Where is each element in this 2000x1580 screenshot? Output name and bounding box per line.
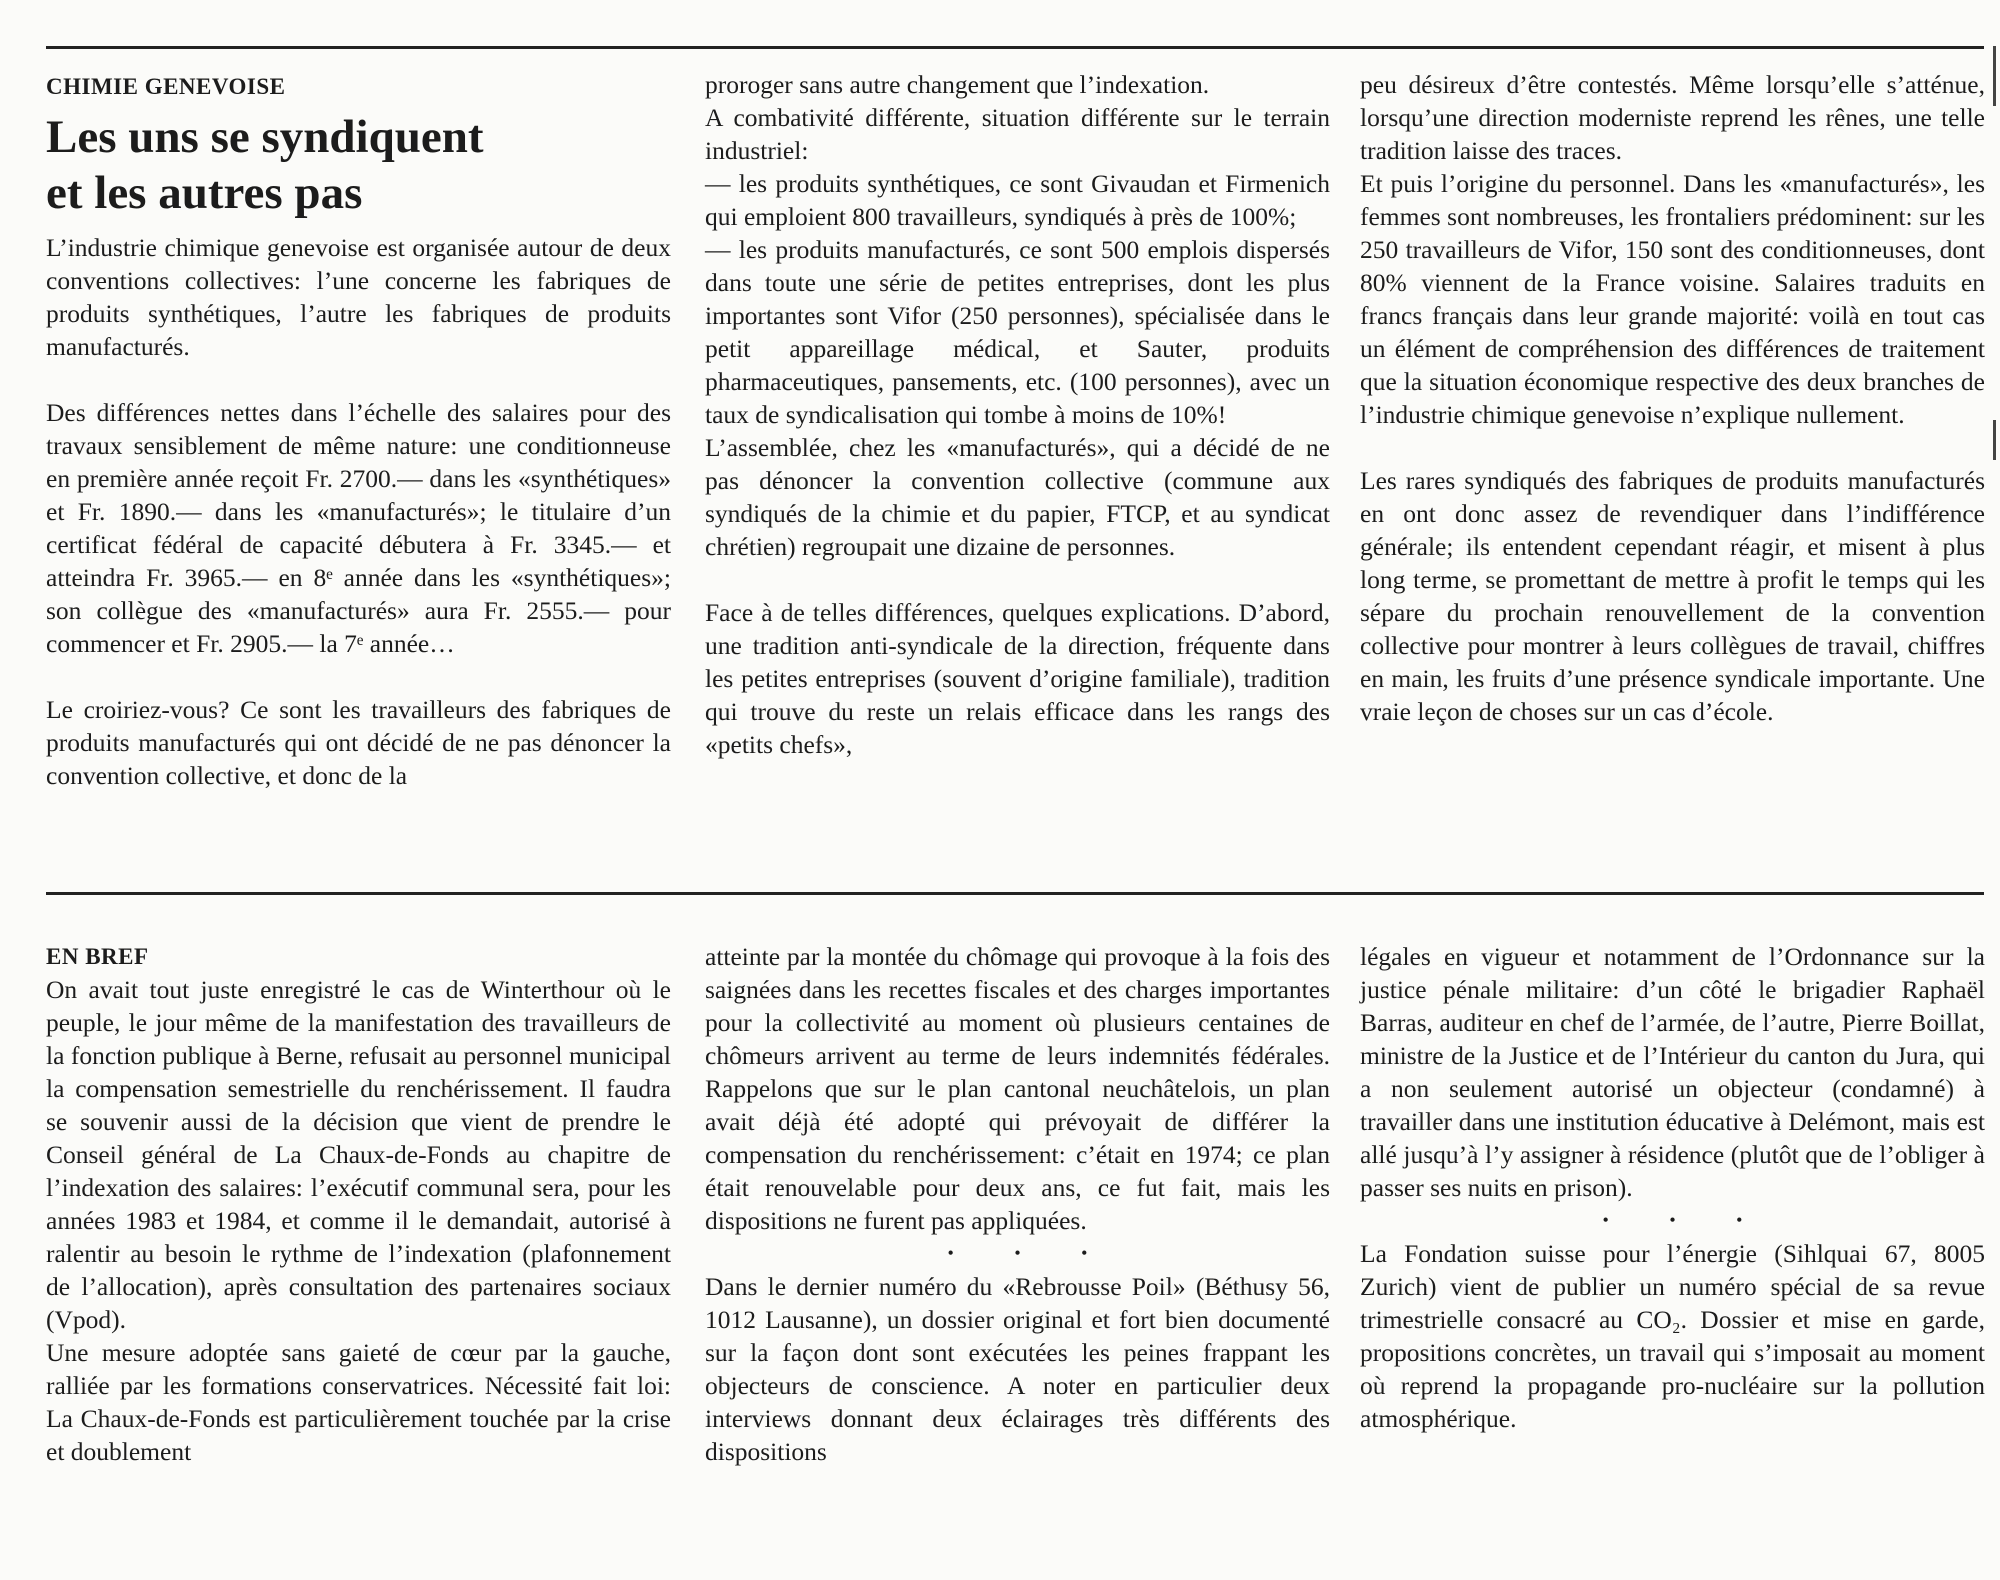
article2-column-2 xyxy=(705,940,1330,1468)
paragraph: Une mesure adoptée sans gaieté de cœur par la gauche, ralliée par les formations conservatrices. Nécessité fait loi: La Chaux-de-Fonds est particulièrement touchée par la crise et doublement xyxy=(46,1338,671,1466)
paragraph: Dans le dernier numéro du «Rebrousse Poil» (Béthusy 56, 1012 Lausanne), un dossier original et fort bien documenté sur la façon dont sont exécutées les peines frappant les objecteurs de conscience. A noter en particulier deux interviews donnant deux éclairages très différents des dispositions xyxy=(705,1272,1330,1466)
article1-column-3 xyxy=(1360,68,1985,728)
article1-headline xyxy=(46,109,671,221)
top-rule xyxy=(46,46,1984,49)
paragraph: proroger sans autre changement que l’indexation. xyxy=(705,70,1210,99)
paragraph: L’industrie chimique genevoise est organisée autour de deux conventions collectives: l’une concerne les fabriques de produits synthétiques, l’autre les fabriques de produits manufacturés. xyxy=(46,233,671,361)
page-edge-mark xyxy=(1993,420,1996,460)
paragraph: légales en vigueur et notamment de l’Ordonnance sur la justice pénale militaire: d’un côté le brigadier Raphaël Barras, auditeur en chef de l’armée, de l’autre, Pierre Boillat, ministre de la Justice et de l’Intérieur du canton du Jura, qui a non seulement autorisé un objecteur (condamné) à travailler dans une institution éducative à Delémont, mais est allé jusqu’à l’y assigner à résidence (plutôt que de l’obliger à passer ses nuits en prison). xyxy=(1360,942,1985,1202)
article1-column-2 xyxy=(705,68,1330,761)
page-edge-mark xyxy=(1993,46,1996,106)
separator-dots: • • • xyxy=(947,1243,1116,1263)
paragraph: On avait tout juste enregistré le cas de Winterthour où le peuple, le jour même de la manifestation des travailleurs de la fonction publique à Berne, refusait au personnel municipal la compensation semestrielle du renchérissement. Il faudra se souvenir aussi de la décision que vient de prendre le Conseil général de La Chaux-de-Fonds au chapitre de l’indexation des salaires: l’exécutif communal sera, pour les années 1983 et 1984, et comme il le demandait, autorisé à ralentir au besoin le rythme de l’indexation (plafonnement de l’allocation), après consultation des partenaires sociaux (Vpod). xyxy=(46,975,671,1334)
paragraph: peu désireux d’être contestés. Même lorsqu’elle s’atténue, lorsqu’une direction moderniste reprend les rênes, une telle tradition laisse des traces. xyxy=(1360,70,1985,165)
separator-dots: • • • xyxy=(1602,1210,1771,1230)
paragraph: Face à de telles différences, quelques explications. D’abord, une tradition anti-syndicale de la direction, fréquente dans les petites entreprises (souvent d’origine familiale), tradition qui trouve du reste un relais efficace dans les rangs des «petits chefs», xyxy=(705,598,1330,759)
paragraph: La Fondation suisse pour l’énergie (Sihlquai 67, 8005 Zurich) vient de publier un numéro spécial de sa revue trimestrielle consacré au CO₂. Dossier et mise en garde, propositions concrètes, un travail qui s’imposait au moment où reprend la propagande pro-nucléaire sur la pollution atmosphérique. xyxy=(1360,1239,1985,1433)
paragraph: A combativité différente, situation différente sur le terrain industriel: xyxy=(705,103,1330,165)
section-divider-rule xyxy=(46,892,1984,895)
headline-line: et les autres pas xyxy=(46,167,363,219)
paragraph: Des différences nettes dans l’échelle des salaires pour des travaux sensiblement de même nature: une conditionneuse en première année reçoit Fr. 2700.— dans les «synthétiques» et Fr. 1890.— dans les «manufacturés»; le titulaire d’un certificat fédéral de capacité débutera à Fr. 3345.— et atteindra Fr. 3965.— en 8ᵉ année dans les «synthétiques»; son collègue des «manufacturés» aura Fr. 2555.— pour commencer et Fr. 2905.— la 7ᵉ année… xyxy=(46,398,671,658)
article2-column-1 xyxy=(46,940,671,1468)
paragraph: Le croiriez-vous? Ce sont les travailleurs des fabriques de produits manufacturés qui ont décidé de ne pas dénoncer la convention collective, et donc de la xyxy=(46,695,671,790)
article1-column-1 xyxy=(46,70,671,792)
paragraph: — les produits manufacturés, ce sont 500 emplois dispersés dans toute une série de petites entreprises, dont les plus importantes sont Vifor (250 personnes), spécialisée dans le petit appareillage médical, et Sauter, produits pharmaceutiques, pansements, etc. (100 personnes), avec un taux de syndicalisation qui tombe à moins de 10%! xyxy=(705,235,1330,429)
paragraph: Les rares syndiqués des fabriques de produits manufacturés en ont donc assez de revendiquer dans l’indifférence générale; ils entendent cependant réagir, et misent à plus long terme, se promettant de mettre à profit le temps qui les sépare du prochain renouvellement de la convention collective pour montrer à leurs collègues de travail, chiffres en main, les fruits d’une présence syndicale importante. Une vraie leçon de choses sur un cas d’école. xyxy=(1360,466,1985,726)
paragraph: Et puis l’origine du personnel. Dans les «manufacturés», les femmes sont nombreuses, les frontaliers prédominent: sur les 250 travailleurs de Vifor, 150 sont des conditionneuses, dont 80% viennent de la France voisine. Salaires traduits en francs français dans leur grande majorité: voilà en tout cas un élément de compréhension des différences de traitement que la situation économique respective des deux branches de l’industrie chimique genevoise n’explique nullement. xyxy=(1360,169,1985,429)
paragraph: L’assemblée, chez les «manufacturés», qui a décidé de ne pas dénoncer la convention collective (commune aux syndiqués de la chimie et du papier, FTCP, et au syndicat chrétien) regroupait une dizaine de personnes. xyxy=(705,433,1330,561)
paragraph: — les produits synthétiques, ce sont Givaudan et Firmenich qui emploient 800 travailleurs, syndiqués à près de 100%; xyxy=(705,169,1330,231)
article2-column-3 xyxy=(1360,940,1985,1435)
article2-kicker: EN BREF xyxy=(46,944,149,969)
headline-line: Les uns se syndiquent xyxy=(46,111,484,163)
paragraph: atteinte par la montée du chômage qui provoque à la fois des saignées dans les recettes fiscales et des charges importantes pour la collectivité au moment où plusieurs centaines de chômeurs arrivent au terme de leurs indemnités fédérales. Rappelons que sur le plan cantonal neuchâtelois, un plan avait déjà été adopté qui prévoyait de différer la compensation du renchérissement: c’était en 1974; ce plan était renouvelable pour deux ans, ce fut fait, mais les dispositions ne furent pas appliquées. xyxy=(705,942,1330,1235)
article1-kicker: CHIMIE GENEVOISE xyxy=(46,74,286,99)
